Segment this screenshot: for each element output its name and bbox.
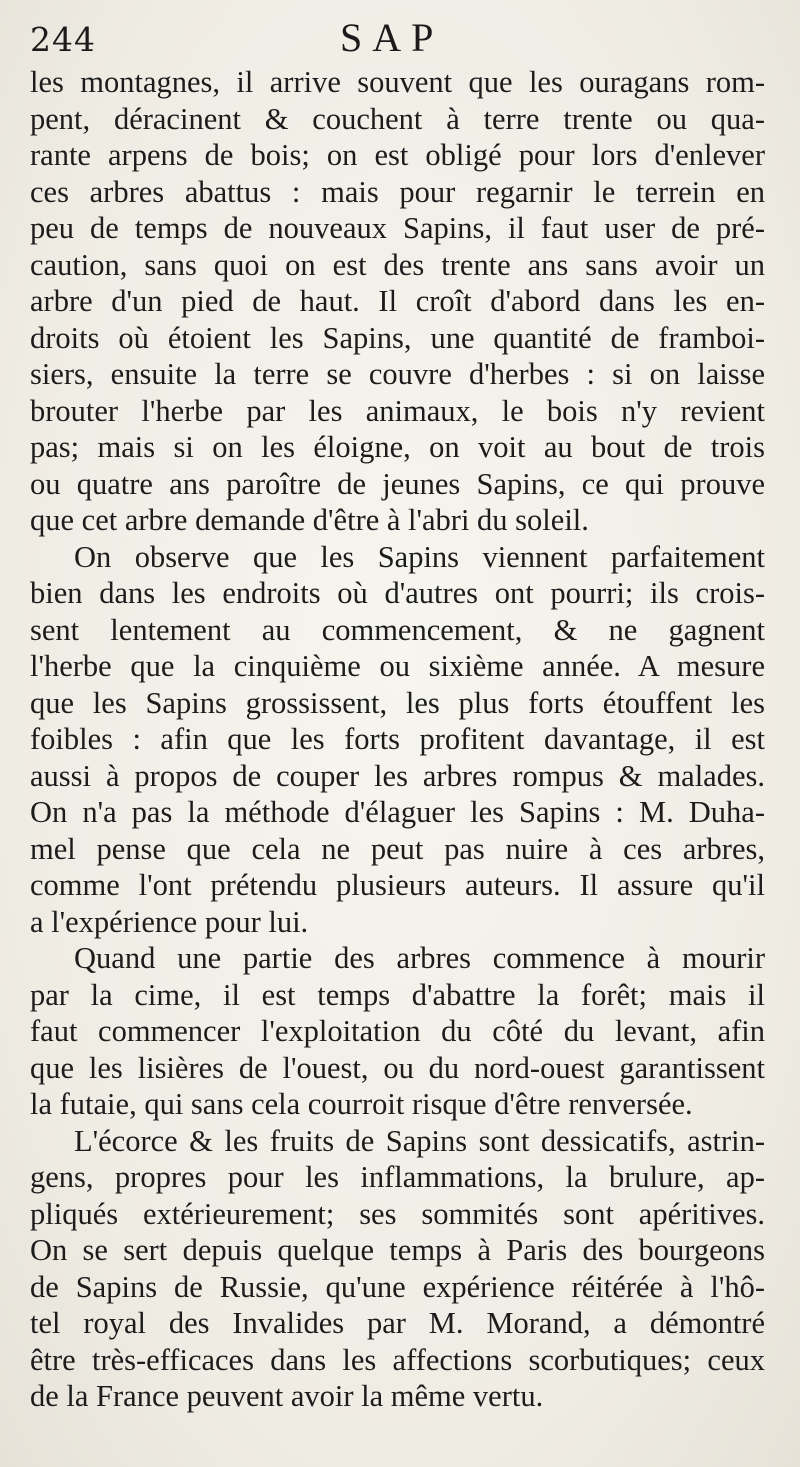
- text-line: comme l'ont prétendu plusieurs auteurs. Il assure qu'il: [30, 868, 765, 902]
- text-line: par la cime, il est temps d'abattre la forêt; mais il: [30, 977, 765, 1012]
- text-line: siers, ensuite la terre se couvre d'herbes : si on laisse: [30, 357, 765, 391]
- text-line: pliqués extérieurement; ses sommités sont apéritives.: [30, 1196, 765, 1231]
- text-line: sent lentement au commencement, & ne gagnent: [30, 612, 765, 647]
- text-line: Quand une partie des arbres commence à mourir: [74, 941, 765, 975]
- text-line: foibles : afin que les forts profitent davantage, il est: [30, 722, 765, 756]
- text-line: que les Sapins grossissent, les plus forts étouffent les: [30, 685, 765, 720]
- page-number: 244: [30, 20, 96, 59]
- text-line: droits où étoient les Sapins, une quantité de framboi-: [30, 320, 765, 355]
- text-line: tel royal des Invalides par M. Morand, a démontré: [30, 1306, 765, 1340]
- text-line: a l'expérience pour lui.: [30, 904, 309, 939]
- text-line: être très-efficaces dans les affections scorbutiques; ceux: [30, 1342, 765, 1377]
- text-line: que cet arbre demande d'être à l'abri du soleil.: [30, 503, 589, 537]
- text-line: On se sert depuis quelque temps à Paris des bourgeons: [30, 1233, 765, 1267]
- text-line: On observe que les Sapins viennent parfaitement: [74, 539, 765, 574]
- text-line: gens, propres pour les inflammations, la brulure, ap-: [30, 1160, 765, 1194]
- page-header: [30, 14, 770, 66]
- text-line: pent, déracinent & couchent à terre trente ou qua-: [30, 101, 765, 136]
- text-line: de Sapins de Russie, qu'une expérience réitérée à l'hô-: [30, 1269, 765, 1304]
- body-text: [30, 64, 765, 1415]
- text-line: On n'a pas la méthode d'élaguer les Sapins : M. Duha-: [30, 795, 765, 829]
- text-line: la futaie, qui sans cela courroit risque d'être renversée.: [30, 1087, 693, 1121]
- text-line: arbre d'un pied de haut. Il croît d'abord dans les en-: [30, 284, 765, 318]
- text-line: peu de temps de nouveaux Sapins, il faut user de pré-: [30, 211, 765, 245]
- text-line: brouter l'herbe par les animaux, le bois n'y revient: [30, 393, 765, 428]
- text-line: ces arbres abattus : mais pour regarnir le terrein en: [30, 174, 765, 209]
- text-line: rante arpens de bois; on est obligé pour lors d'enlever: [30, 138, 765, 172]
- text-line: pas; mais si on les éloigne, on voit au bout de trois: [30, 430, 765, 464]
- text-line: mel pense que cela ne peut pas nuire à ces arbres,: [30, 831, 765, 866]
- text-line: ou quatre ans paroître de jeunes Sapins, ce qui prouve: [30, 466, 765, 501]
- running-head: SAP: [340, 15, 444, 60]
- text-line: caution, sans quoi on est des trente ans sans avoir un: [30, 247, 765, 282]
- text-line: aussi à propos de couper les arbres rompus & malades.: [30, 758, 765, 793]
- text-line: que les lisières de l'ouest, ou du nord-ouest garantissent: [30, 1050, 765, 1085]
- text-line: l'herbe que la cinquième ou sixième année. A mesure: [30, 649, 765, 683]
- text-line: L'écorce & les fruits de Sapins sont dessicatifs, astrin-: [74, 1123, 765, 1158]
- text-line: faut commencer l'exploitation du côté du levant, afin: [30, 1014, 765, 1048]
- text-line: de la France peuvent avoir la même vertu.: [30, 1379, 544, 1413]
- text-line: les montagnes, il arrive souvent que les ouragans rom-: [30, 65, 765, 99]
- text-line: bien dans les endroits où d'autres ont pourri; ils crois-: [30, 576, 765, 610]
